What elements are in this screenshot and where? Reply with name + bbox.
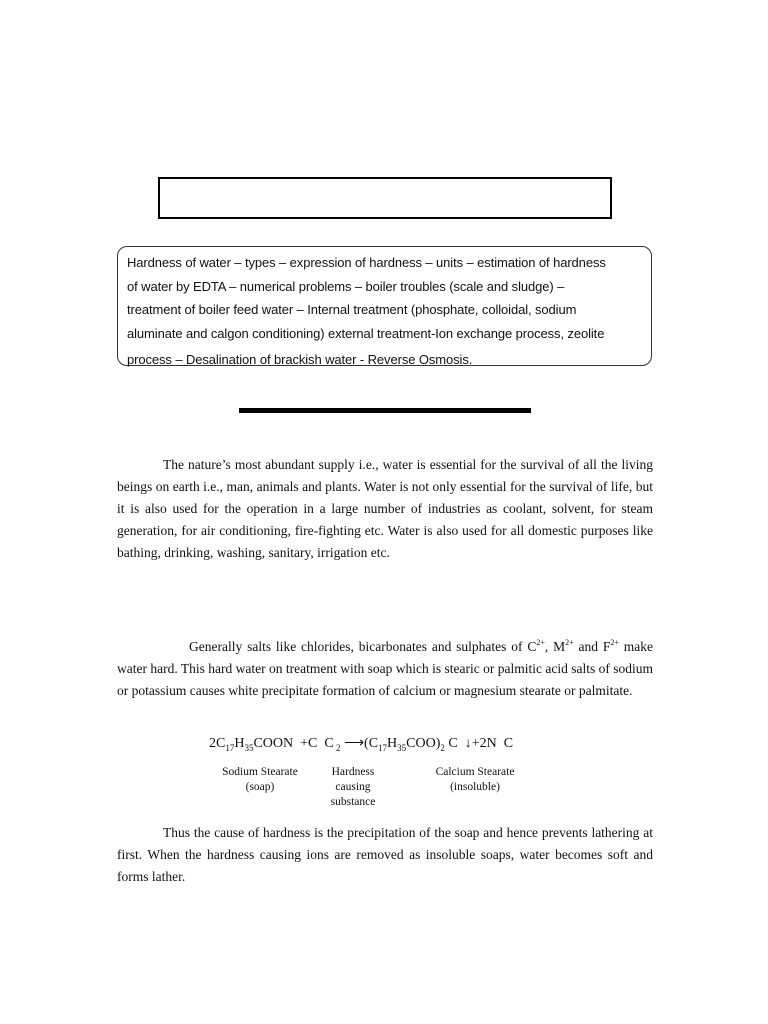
eq-p1-sub-1: 17 — [378, 742, 388, 753]
eq-plus: +C C — [293, 736, 334, 751]
eq-product-1-start: (C — [364, 736, 379, 751]
soap-reaction-equation — [209, 735, 513, 753]
eq-p1-end: COO) — [406, 736, 441, 751]
eq-arrow: ⟶ — [340, 736, 365, 751]
caption-hardness-substance — [318, 765, 388, 810]
conclusion-paragraph: Thus the cause of hardness is the precipitation of the soap and hence prevents lathering at first. When the hardness causing ions are removed as insoluble soaps, water becomes soft and forms lather. — [117, 825, 653, 884]
hardness-text-before: Generally salts like chlorides, bicarbonates and sulphates of C — [189, 639, 537, 654]
ion-charge-3: 2+ — [610, 638, 619, 647]
caption-3-line-1: Calcium Stearate — [435, 766, 515, 778]
ion-charge-1: 2+ — [536, 638, 545, 647]
chapter-title-box — [158, 177, 612, 219]
caption-sodium-stearate — [215, 765, 305, 795]
syllabus-line-4: aluminate and calgon conditioning) external treatment-Ion exchange process, zeolite — [127, 325, 605, 341]
eq-r1-end: COON — [253, 736, 294, 751]
caption-3-line-2: (insoluble) — [450, 781, 500, 793]
syllabus-line-1: Hardness of water – types – expression of hardness – units – estimation of hardness — [127, 255, 606, 270]
caption-1-line-2: (soap) — [245, 781, 275, 793]
eq-p1-tail: C — [444, 736, 458, 751]
eq-down-arrow: ↓ — [457, 736, 472, 751]
caption-calcium-stearate — [425, 765, 525, 795]
eq-r1-mid: H — [234, 736, 245, 751]
caption-1-line-1: Sodium Stearate — [222, 766, 298, 778]
hardness-sep-1: , M — [544, 639, 566, 654]
syllabus-line-3: treatment of boiler feed water – Internal treatment (phosphate, colloidal, sodium — [127, 302, 577, 317]
caption-2-line-3: substance — [330, 796, 376, 808]
caption-2-line-2: causing — [335, 781, 371, 793]
eq-p1-sub-2: 35 — [397, 742, 407, 753]
ion-charge-2: 2+ — [565, 638, 574, 647]
eq-p1-mid: H — [387, 736, 398, 751]
caption-2-line-1: Hardness — [331, 766, 375, 778]
eq-product-2: +2N C — [471, 736, 514, 751]
eq-r1-sub-1: 17 — [225, 742, 235, 753]
syllabus-line-2: of water by EDTA – numerical problems – boiler troubles (scale and sludge) – — [127, 278, 565, 294]
eq-r1-sub-2: 35 — [244, 742, 254, 753]
syllabus-line-5: process – Desalination of brackish water - Reverse Osmosis. — [127, 352, 473, 367]
syllabus-box — [117, 246, 652, 366]
hardness-text-after: make water hard. This hard water on treatment with soap which is stearic or palmitic acid salts of sodium or potassium causes white precipitate formation of calcium or magnesium stearate or palmitate. — [117, 639, 653, 698]
section-divider — [239, 408, 531, 413]
hardness-sep-2: and F — [573, 639, 611, 654]
eq-p1-sub-3: 2 — [440, 742, 445, 753]
hardness-paragraph — [117, 632, 653, 702]
intro-paragraph: The nature’s most abundant supply i.e., water is essential for the survival of all the living beings on earth i.e., man, animals and plants. Water is not only essential for the survival of life, but it is also used for the operation in a large number of industries as coolant, solvent, for steam generation, for air conditioning, fire-fighting etc. Water is also used for all domestic purposes like bathing, drinking, washing, sanitary, irrigation etc. — [117, 457, 653, 560]
eq-reactant-1: 2C — [209, 736, 226, 751]
eq-r2-sub: 2 — [333, 742, 341, 753]
